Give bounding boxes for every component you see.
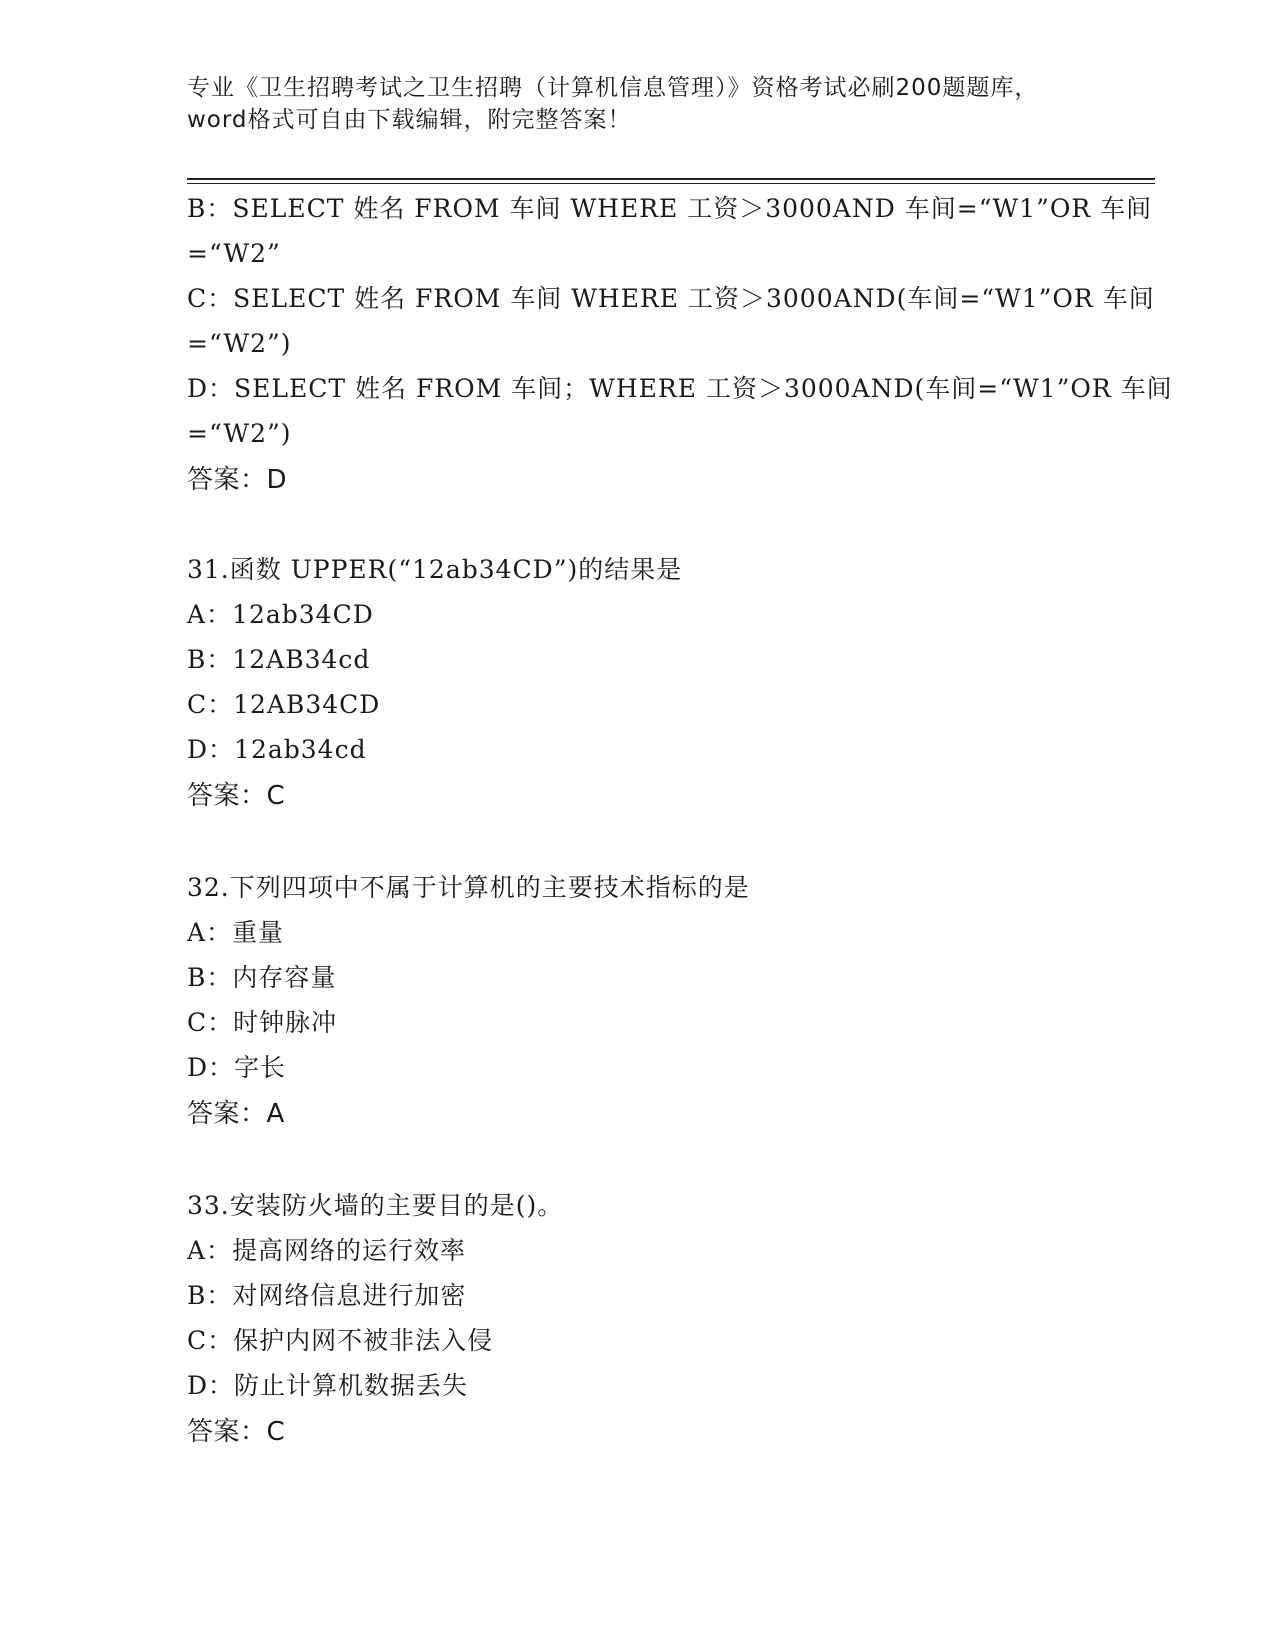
prev-option-d: D：SELECT 姓名 FROM 车间；WHERE 工资＞3000AND(车间=“W1”OR 车间: [187, 374, 1173, 403]
question-31-stem: 31.函数 UPPER(“12ab34CD”)的结果是: [187, 555, 683, 584]
document-header: [187, 72, 1087, 136]
question-33-option-c: C：保护内网不被非法入侵: [187, 1326, 494, 1355]
question-32-option-c: C：时钟脉冲: [187, 1008, 338, 1037]
question-33-option-d: D：防止计算机数据丢失: [187, 1371, 469, 1400]
question-33-answer: 答案：C: [187, 1417, 286, 1447]
question-32-stem: 32.下列四项中不属于计算机的主要技术指标的是: [187, 873, 750, 902]
question-32-option-d: D：字长: [187, 1053, 287, 1082]
prev-option-b: B：SELECT 姓名 FROM 车间 WHERE 工资＞3000AND 车间=“W1”OR 车间: [187, 194, 1153, 223]
prev-option-c-cont: =“W2”): [187, 329, 292, 358]
question-33-option-a: A：提高网络的运行效率: [187, 1236, 467, 1265]
question-33-stem: 33.安装防火墙的主要目的是()。: [187, 1191, 564, 1220]
question-32-answer: 答案：A: [187, 1099, 285, 1129]
header-divider-thick: [187, 178, 1155, 180]
question-31-option-d: D：12ab34cd: [187, 735, 367, 764]
question-31-answer: 答案：C: [187, 781, 286, 811]
question-31-option-b: B：12AB34cd: [187, 645, 371, 674]
question-31-option-a: A：12ab34CD: [187, 600, 374, 629]
header-line-1: 专业《卫生招聘考试之卫生招聘（计算机信息管理）》资格考试必刷200题题库，: [187, 75, 1039, 101]
prev-answer: 答案：D: [187, 465, 288, 495]
question-32-option-b: B：内存容量: [187, 963, 337, 992]
header-line-2: word格式可自由下载编辑，附完整答案！: [187, 107, 632, 133]
prev-option-c: C：SELECT 姓名 FROM 车间 WHERE 工资＞3000AND(车间=“W1”OR 车间: [187, 284, 1155, 313]
question-32-option-a: A：重量: [187, 918, 285, 947]
question-31-option-c: C：12AB34CD: [187, 690, 381, 719]
question-33-option-b: B：对网络信息进行加密: [187, 1281, 467, 1310]
header-divider-thin: [187, 183, 1155, 184]
prev-option-b-cont: =“W2”: [187, 239, 281, 268]
prev-option-d-cont: =“W2”): [187, 419, 292, 448]
